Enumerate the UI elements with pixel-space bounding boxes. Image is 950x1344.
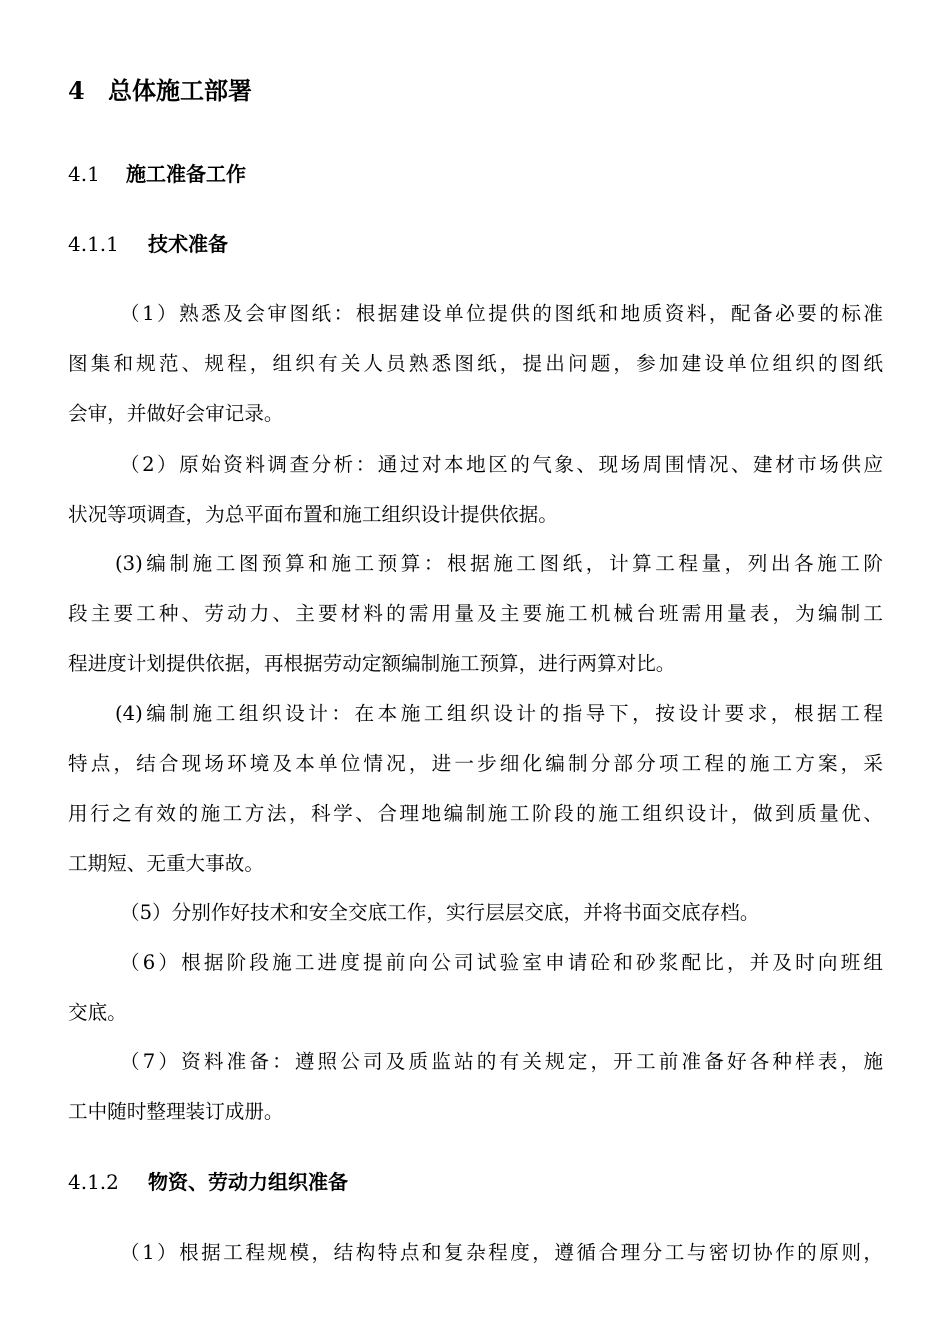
paragraph-1: [68, 289, 883, 439]
paragraph-7: [68, 1037, 883, 1137]
paragraph-5: [68, 888, 883, 938]
subsection-title: 物资、劳动力组织准备: [148, 1170, 348, 1194]
paragraph-line: 程进度计划提供依据，再根据劳动定额编制施工预算，进行两算对比。: [68, 652, 676, 675]
chapter-heading: [68, 74, 252, 108]
paragraph-line: 工中随时整理装订成册。: [68, 1100, 284, 1123]
paragraph-line: （7）资料准备：遵照公司及质监站的有关规定，开工前准备好各种样表，施: [120, 1050, 883, 1073]
paragraph-line: 状况等项调查，为总平面布置和施工组织设计提供依据。: [68, 503, 558, 526]
paragraph-line: 段主要工种、劳动力、主要材料的需用量及主要施工机械台班需用量表，为编制工: [68, 602, 883, 625]
paragraph-line: 特点，结合现场环境及本单位情况，进一步细化编制分部分项工程的施工方案，采: [68, 752, 883, 775]
paragraph-line: （1）熟悉及会审图纸：根据建设单位提供的图纸和地质资料，配备必要的标准: [120, 302, 883, 325]
paragraph-3: [68, 539, 883, 689]
paragraph-line: 会审，并做好会审记录。: [68, 402, 284, 425]
paragraph-6: [68, 938, 883, 1038]
paragraph-line: （2）原始资料调查分析：通过对本地区的气象、现场周围情况、建材市场供应: [120, 453, 883, 476]
paragraph-2: [68, 440, 883, 540]
paragraph-8: [68, 1228, 883, 1278]
section-heading: [68, 159, 246, 189]
paragraph-line: （5）分别作好技术和安全交底工作，实行层层交底，并将书面交底存档。: [120, 901, 760, 924]
paragraph-line: （1）根据工程规模，结构特点和复杂程度，遵循合理分工与密切协作的原则，: [120, 1241, 883, 1264]
chapter-number: 4: [68, 76, 85, 105]
chapter-title: 总体施工部署: [108, 76, 252, 105]
subsection-heading-materials: [68, 1167, 348, 1197]
paragraph-line: 图集和规范、规程，组织有关人员熟悉图纸，提出问题，参加建设单位组织的图纸: [68, 352, 883, 375]
paragraph-4: [68, 689, 883, 889]
paragraph-line: （6）根据阶段施工进度提前向公司试验室申请砼和砂浆配比，并及时向班组: [120, 951, 883, 974]
subsection-heading-technical: [68, 229, 228, 259]
subsection-number: 4.1.2: [68, 1170, 119, 1194]
paragraph-line: (4)编制施工组织设计：在本施工组织设计的指导下，按设计要求，根据工程: [115, 702, 883, 725]
paragraph-line: 用行之有效的施工方法，科学、合理地编制施工阶段的施工组织设计，做到质量优、: [68, 802, 883, 825]
paragraph-line: 交底。: [68, 1001, 127, 1024]
paragraph-line: 工期短、无重大事故。: [68, 852, 264, 875]
subsection-number: 4.1.1: [68, 232, 119, 256]
section-number: 4.1: [68, 162, 100, 186]
section-title: 施工准备工作: [126, 162, 246, 186]
subsection-title: 技术准备: [148, 232, 228, 256]
paragraph-line: (3)编制施工图预算和施工预算：根据施工图纸，计算工程量，列出各施工阶: [115, 552, 883, 575]
